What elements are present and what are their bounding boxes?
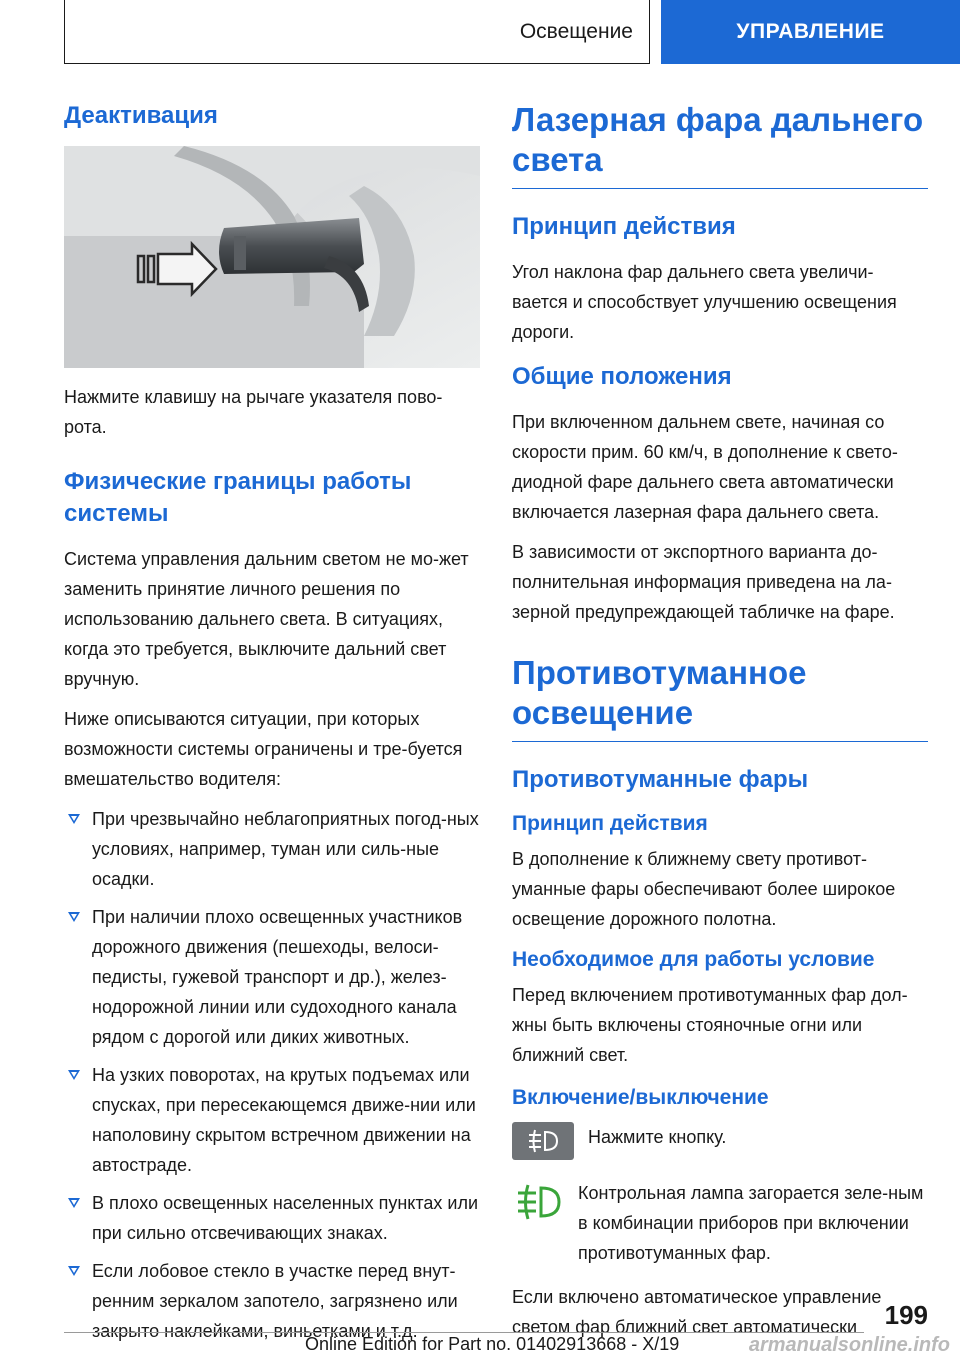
triangle-bullet-icon <box>68 1198 80 1208</box>
press-button-text: Нажмите кнопку. <box>588 1127 727 1147</box>
general-heading: Общие положения <box>512 363 732 390</box>
general-paragraph-2: В зависимости от экспортного варианта до-полнительная информация приведена на ла-зерной предупреждающей табличке на фаре. <box>512 542 895 622</box>
triangle-bullet-icon <box>68 912 80 922</box>
heading-divider <box>512 741 928 742</box>
triangle-bullet-icon <box>68 814 80 824</box>
heading-divider <box>512 188 928 189</box>
page-number: 199 <box>884 1300 928 1330</box>
principle-text: Угол наклона фар дальнего света увеличи-вается и способствует улучшению освещения дороги. <box>512 262 897 342</box>
triangle-bullet-icon <box>68 1266 80 1276</box>
indicator-text: Контрольная лампа загорается зеле-ным в комбинации приборов при включении противотуманных фар. <box>578 1183 924 1263</box>
principle-heading: Принцип действия <box>512 213 736 240</box>
deactivation-heading: Деактивация <box>64 102 218 129</box>
fog-principle-heading: Принцип действия <box>512 812 708 835</box>
limits-paragraph-1: Система управления дальним светом не мо-жет заменить принятие личного решения по использованию дальнего света. В ситуациях, когда это требуется, выключите дальний свет вручную. <box>64 549 469 689</box>
list-item: На узких поворотах, на крутых подъемах или спусках, при пересекающемся движе-нии или наполовину скрытом встречном движении на автостраде. <box>64 1060 480 1180</box>
left-column <box>64 100 480 1354</box>
requirement-text: Перед включением противотуманных фар дол-жны быть включены стояночные огни или ближний свет. <box>512 985 908 1065</box>
section-title: Освещение <box>64 0 650 64</box>
fog-light-button-icon <box>512 1122 574 1160</box>
chapter-tab[interactable]: УПРАВЛЕНИЕ <box>661 0 960 64</box>
general-paragraph-1: При включенном дальнем свете, начиная со скорости прим. 60 км/ч, в дополнение к свето-диодной фаре дальнего света автоматически включается лазерная фара дальнего света. <box>512 412 898 522</box>
limits-paragraph-2: Ниже описываются ситуации, при которых возможности системы ограничены и тре-буется вмешательство водителя: <box>64 709 463 789</box>
deactivation-text: Нажмите клавишу на рычаге указателя пово-рота. <box>64 387 443 437</box>
fog-principle-text: В дополнение к ближнему свету противот-уманные фары обеспечивают более широкое освещение дорожного полотна. <box>512 849 896 929</box>
turn-signal-lever-photo <box>64 146 480 368</box>
edition-footer: Online Edition for Part no. 01402913668 - X/19 <box>305 1334 680 1354</box>
watermark: armanualsonline.info <box>748 1334 950 1356</box>
requirement-heading: Необходимое для работы условие <box>512 948 875 971</box>
press-button-row <box>512 1122 928 1160</box>
limits-heading: Физические границы работы системы <box>64 468 412 527</box>
page-header <box>0 0 960 66</box>
onoff-heading: Включение/выключение <box>512 1086 769 1109</box>
list-item: В плохо освещенных населенных пунктах или при сильно отсвечивающих знаках. <box>64 1188 480 1248</box>
list-item: При чрезвычайно неблагоприятных погод-ных условиях, например, туман или силь-ные осадки. <box>64 804 480 894</box>
right-column <box>512 100 928 1352</box>
fog-lights-heading: Противотуманные фары <box>512 766 809 793</box>
triangle-bullet-icon <box>68 1070 80 1080</box>
list-item: Если лобовое стекло в участке перед внут-ренним зеркалом запотело, загрязнено или закрыто наклейками, виньетками и т.д. <box>64 1256 480 1346</box>
footer-divider <box>64 1332 864 1333</box>
list-item: При наличии плохо освещенных участников дорожного движения (пешеходы, велоси-педисты, гужевой транспорт и др.), желез-нодорожной линии или судоходного канала рядом с дорогой или диких животных. <box>64 902 480 1052</box>
indicator-row <box>512 1178 928 1268</box>
auto-light-text: Если включено автоматическое управление светом фар ближний свет автоматически <box>512 1287 882 1337</box>
laser-heading: Лазерная фара дальнего света <box>512 101 924 178</box>
limits-list <box>64 804 480 1346</box>
fog-heading: Противотуманное освещение <box>512 654 807 731</box>
fog-light-indicator-icon <box>512 1178 566 1226</box>
